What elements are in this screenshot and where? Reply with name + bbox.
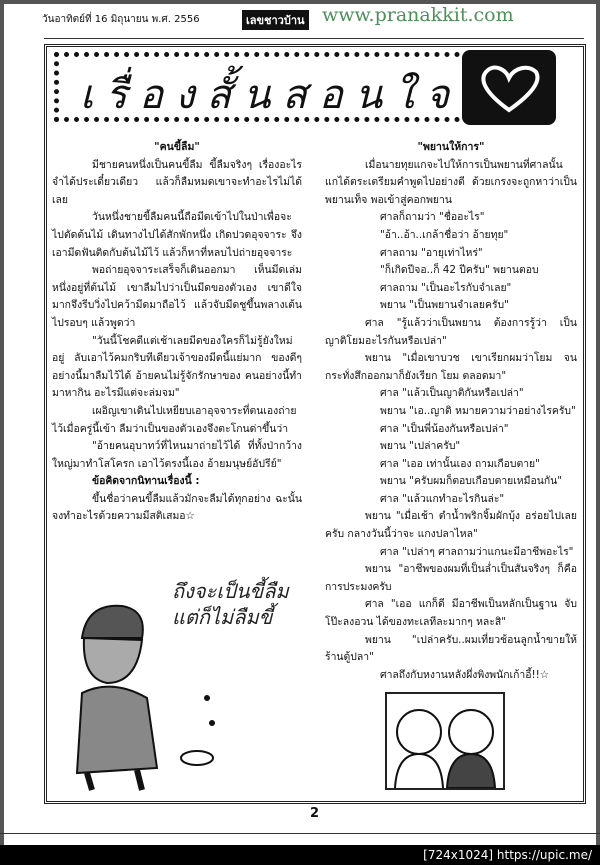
dialogue-line: ศาล "เออ แกก็ดี มีอาชีพเป็นหลักเป็นฐาน จับโป๊ะลงอวน ได้ของทะเลทีละมากๆ หละสิ" — [325, 598, 577, 629]
image-host-watermark: [724x1024] https://upic.me/ — [0, 845, 600, 865]
dialogue-line: "ก็เกิดปีจอ..ก็ 42 ปีครับ" พยานตอบ — [380, 264, 539, 277]
story-witness-testimony — [325, 139, 577, 684]
dialogue-line: ศาลก็ถามว่า "ชื่ออะไร" — [380, 211, 485, 224]
heart-icon — [462, 50, 556, 125]
story-title: "คนขี้ลืม" — [154, 141, 200, 153]
paragraph: "วันนี้โชคดีแต่เช้าเลยมีดของใครก็ไม่รู้ยังใหม่อยู่ ลับเอาไว้คมกริบทีเดียวเจ้าของมีดนี้แย่มาก ของดีๆ อย่างนี้มาลืมไว้ได้ อ้ายคนไม่รู้จักรักษาของ คนอย่างนี้ทำมาหากิน อะไรมีแต่จะล่มจม" — [52, 334, 302, 400]
paragraph: "อ้ายคนอุบาทว์ที่ไหนมาถ่ายไว้ได้ ที่ทั้งป่ากว้างใหญ่มาทำโสโครก เอาไว้ตรงนี้เอง อ้ายมนุษย์อัปรีย์" — [52, 440, 302, 470]
site-url: www.pranakkit.com — [322, 4, 514, 26]
dialogue-line: พยาน "เปล่าครับ" — [380, 440, 461, 453]
paragraph: มีชายคนหนึ่งเป็นคนขี้ลืม ขี้ลืมจริงๆ เรื่องอะไรจำได้ประเดี๋ยวเดียว แล้วก็ลืมหมดเขาจะทำอะไรไม่ได้เลย — [52, 158, 302, 206]
dialogue-line: ศาล "แล้วแกทำอะไรกินล่ะ" — [380, 492, 505, 505]
paragraph: เมื่อนายทุยแกจะไปให้การเป็นพยานที่ศาลนั้น แกได้ตระเตรียมคำพูดไปอย่างดี ด้วยเกรงจะถูกหาว่าเป็นพยานเท็จ พอเข้าสู่คอกพยาน — [325, 158, 577, 206]
story-title: "พยานให้การ" — [417, 141, 485, 153]
handwriting-line: ถึงจะเป็นขี้ลืม — [172, 579, 289, 603]
moral-text: ขึ้นชื่อว่าคนขี้ลืมแล้วมักจะลืมได้ทุกอย่าง ฉะนั้นจงทำอะไรด้วยความมีสติเสมอ☆ — [52, 492, 302, 523]
dialogue-line: ศาล "เออ เท่านั้นเอง ถามเกือบตาย" — [380, 457, 540, 470]
dialogue-line: ศาล "รู้แล้วว่าเป็นพยาน ต้องการรู้ว่า เป็นญาติโยมอะไรกันหรือเปล่า" — [325, 316, 577, 347]
dialogue-line: พยาน "เมื่อเช้า ตำน้ำพริกจิ้มผักบุ้ง อร่อยไปเลยครับ กลางวันนี้ว่าจะ แกงปลาไหล" — [325, 510, 577, 541]
issue-date: วันอาทิตย์ที่ 16 มิถุนายน พ.ศ. 2556 — [42, 14, 200, 25]
paragraph: เผอิญเขาเดินไปเหยียบเอาอุจจาระที่ตนเองถ่ายไว้เมื่อครู่นี้เข้า ลืมว่าเป็นของตัวเองจึงตะโกนด่าขึ้นว่า — [52, 404, 297, 435]
dialogue-line: พยาน "เป็นพยานจำเลยครับ" — [380, 299, 509, 312]
dialogue-list — [325, 209, 577, 684]
dialogue-line: "อ้า..อ้า..เกล้าชื่อว่า อ้ายทุย" — [380, 228, 509, 241]
paragraph: วันหนึ่งชายขี้ลืมคนนี้ถือมีดเข้าไปในป่าเพื่อจะไปตัดต้นไม้ เดินทางไปได้สักพักหนึ่ง เกิดปวดอุจจาระ จึงเอามีดฟันติดกับต้นไม้ไว้ แล้วก็หาที่หลบไปถ่ายอุจจาระ — [52, 211, 302, 259]
dialogue-line: พยาน "ครับผมก็ตอบเกือบตายเหมือนกัน" — [380, 475, 563, 488]
dialogue-line: ศาล "เปล่าๆ ศาลถามว่าแกนะมีอาชีพอะไร" — [380, 545, 574, 558]
publication-logo: เลขชาวบ้าน — [242, 10, 309, 30]
two-faces-illustration — [385, 692, 505, 790]
dialogue-line: พยาน "เอ..ญาติ หมายความว่าอย่างไรครับ" — [380, 404, 576, 417]
handwriting-line: แต่ก็ไม่ลืมขี้ — [172, 605, 273, 629]
dialogue-line: ศาลถาม "เป็นอะไรกับจำเลย" — [380, 281, 512, 294]
moral-heading: ข้อคิดจากนิทานเรื่องนี้ : — [92, 475, 200, 488]
footer-rule — [0, 833, 600, 834]
page-number: 2 — [310, 806, 320, 821]
dialogue-line: ศาลถึงกับหงานหลังผึ่งพิงพนักเก้าอี้!!☆ — [380, 668, 550, 681]
dialogue-line: ศาล "แล้วเป็นญาติกันหรือเปล่า" — [380, 387, 524, 400]
dialogue-line: พยาน "เปล่าครับ..ผมเที่ยวช้อนลูกน้ำขายให้ร้านตู้ปลา" — [325, 633, 577, 664]
section-title: เรื่องสั้นสอนใจ — [80, 72, 462, 118]
dialogue-line: พยาน "เมื่อเขาบวช เขาเรียกผมว่าโยม จนกระทั่งสึกออกมาก็ยังเรียก โยม ตลอดมา" — [325, 352, 577, 382]
story-forgetful-man — [52, 139, 302, 526]
paragraph: พอถ่ายอุจจาระเสร็จก็เดินออกมา เห็นมีดเล่มหนึ่งอยู่ที่ต้นไม้ เขาลืมไปว่าเป็นมีดของตัวเอง เขาดีใจมากจึงรีบวิ่งไปคว้ามีดมาถือไว้ แล้วจับมีดชูขึ้นพลางเต้นไปรอบๆ แล้วพูดว่า — [52, 264, 302, 329]
dialogue-line: ศาลถาม "อายุเท่าไหร่" — [380, 246, 483, 259]
dialogue-line: ศาล "เป็นพี่น้องกันหรือเปล่า" — [380, 422, 509, 435]
dialogue-line: พยาน "อาชีพของผมที่เป็นล่ำเป็นสันจริงๆ ก็คือการประมงครับ — [325, 563, 577, 593]
header-rule — [44, 38, 584, 39]
cartoon-man-illustration — [62, 598, 242, 793]
